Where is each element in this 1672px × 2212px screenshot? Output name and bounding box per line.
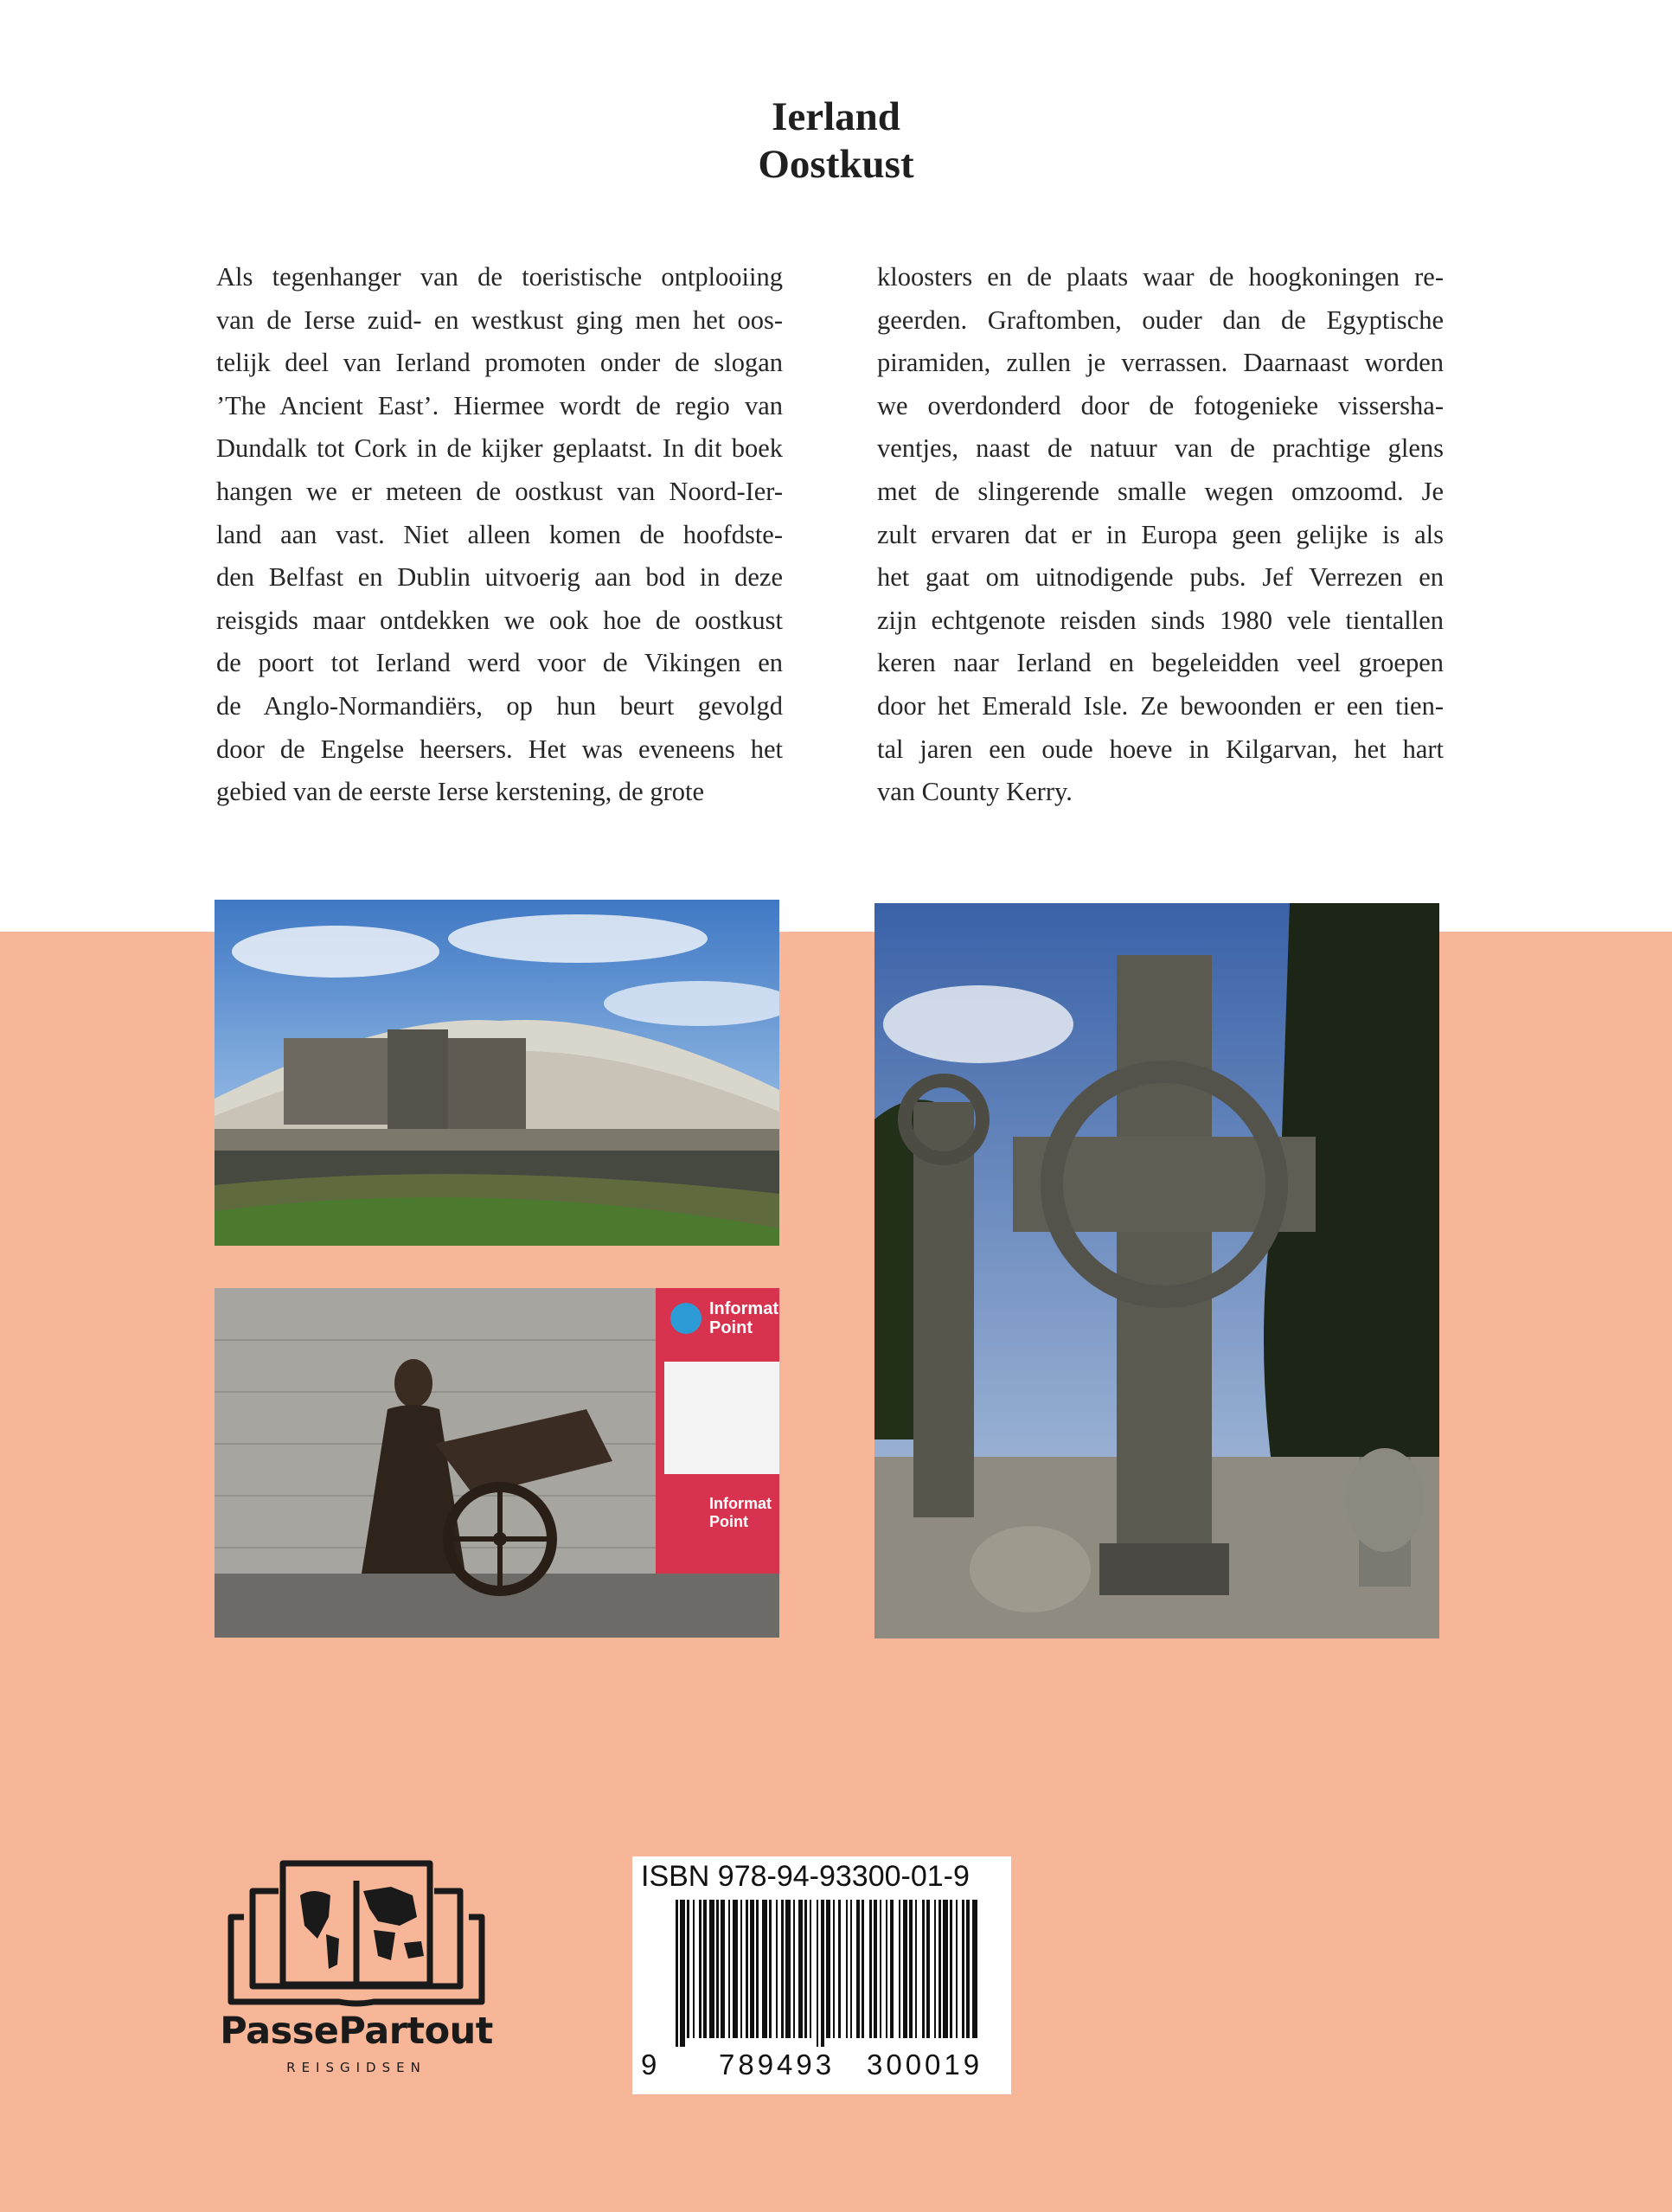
barcode-bar	[966, 1900, 970, 2038]
barcode-bar	[890, 1900, 894, 2038]
barcode-bar	[903, 1900, 907, 2038]
barcode-bar	[934, 1900, 936, 2038]
barcode-bar	[781, 1900, 784, 2038]
barcode-bar	[804, 1900, 807, 2038]
blurb-line: keren naar Ierland en begeleidden veel groepen	[877, 648, 1444, 678]
blurb-line: kloosters en de plaats waar de hoogkoningen re-	[877, 262, 1444, 292]
barcode-bar	[756, 1900, 759, 2038]
barcode-bar	[728, 1900, 730, 2038]
blurb-line: land aan vast. Niet alleen komen de hoofdste-	[216, 519, 783, 549]
barcode-bar	[943, 1900, 948, 2038]
title-line-2: Oostkust	[758, 142, 914, 187]
blurb-line: hangen we er meteen de oostkust van Noord-Ier-	[216, 476, 783, 506]
blurb-line: gebied van de eerste Ierse kerstening, de grote	[216, 777, 704, 807]
barcode-bar	[838, 1900, 841, 2038]
blurb-line: ’The Ancient East’. Hiermee wordt de regio van	[216, 390, 783, 420]
barcode-bar	[733, 1900, 738, 2038]
barcode-bar	[962, 1900, 964, 2038]
blurb-left-column	[216, 256, 783, 814]
photo-high-cross	[874, 903, 1439, 1638]
isbn-barcode-box	[632, 1856, 1011, 2094]
barcode-bar	[915, 1900, 917, 2038]
blurb-line: geerden. Graftomben, ouder dan de Egyptische	[877, 305, 1444, 335]
barcode-bar	[703, 1900, 707, 2038]
barcode	[676, 1900, 983, 2047]
barcode-bar	[762, 1900, 767, 2038]
barcode-bar	[810, 1900, 811, 2038]
barcode-digit-first: 9	[641, 2049, 657, 2081]
barcode-bar	[776, 1900, 778, 2038]
barcode-bar	[972, 1900, 977, 2038]
barcode-bar	[950, 1900, 952, 2038]
sign-text-4: Point	[709, 1513, 748, 1530]
barcode-bar	[869, 1900, 872, 2038]
isbn-label: ISBN 978-94-93300-01-9	[641, 1860, 970, 1893]
barcode-bar	[956, 1900, 958, 2038]
publisher-name: PassePartout	[220, 2010, 493, 2053]
blurb-line: de Anglo-Normandiërs, op hun beurt gevolgd	[216, 690, 783, 721]
barcode-bar	[709, 1900, 714, 2038]
barcode-bar	[817, 1900, 818, 2047]
barcode-bar	[926, 1900, 930, 2038]
sign-text-1: Informat	[709, 1299, 778, 1318]
barcode-bar	[874, 1900, 877, 2038]
blurb-line: door het Emerald Isle. Ze bewoonden er een tien-	[877, 690, 1444, 721]
barcode-bar	[793, 1900, 795, 2038]
blurb-line: we overdonderd door de fotogenieke vissersha-	[877, 390, 1444, 420]
barcode-bar	[886, 1900, 887, 2038]
blurb-line: van de Ierse zuid- en westkust ging men het oos-	[216, 305, 783, 335]
blurb-line: piramiden, zullen je verrassen. Daarnaast worden	[877, 348, 1444, 378]
barcode-bar	[746, 1900, 748, 2038]
blurb-line: reisgids maar ontdekken we ook hoe de oostkust	[216, 605, 783, 635]
barcode-bar	[862, 1900, 864, 2038]
barcode-bar	[833, 1900, 835, 2038]
barcode-bar	[856, 1900, 860, 2038]
publisher-logo	[201, 1856, 512, 2090]
photo-statue-cart	[215, 1288, 779, 1638]
barcode-bar	[909, 1900, 913, 2038]
barcode-bar	[687, 1900, 689, 2038]
blurb-line: het gaat om uitnodigende pubs. Jef Verrezen en	[877, 562, 1444, 593]
barcode-bar	[899, 1900, 900, 2038]
barcode-bar	[826, 1900, 830, 2038]
barcode-digits-group-2: 300019	[867, 2049, 983, 2081]
title-line-1: Ierland	[772, 94, 900, 139]
barcode-bar	[821, 1900, 824, 2047]
book-title	[0, 93, 1672, 189]
barcode-bar	[785, 1900, 791, 2038]
barcode-bar	[676, 1900, 678, 2047]
blurb-line: ventjes, naast de natuur van de prachtige glens	[877, 433, 1444, 464]
barcode-bar	[699, 1900, 701, 2038]
blurb-right-column	[877, 256, 1444, 814]
barcode-bar	[846, 1900, 848, 2038]
barcode-bar	[716, 1900, 719, 2038]
blurb-line: van County Kerry.	[877, 777, 1073, 807]
blurb-line: zijn echtgenote reisden sinds 1980 vele tientallen	[877, 605, 1444, 635]
barcode-bar	[922, 1900, 925, 2038]
sign-text-2: Point	[709, 1318, 753, 1337]
barcode-digits-group-1: 789493	[719, 2049, 836, 2081]
barcode-bar	[750, 1900, 754, 2038]
barcode-bar	[798, 1900, 803, 2038]
photo-passage-tomb	[215, 900, 779, 1246]
blurb-line: zult ervaren dat er in Europa geen gelijke is als	[877, 519, 1444, 549]
barcode-bar	[693, 1900, 695, 2038]
barcode-bar	[850, 1900, 852, 2038]
blurb-line: tal jaren een oude hoeve in Kilgarvan, het hart	[877, 734, 1444, 764]
barcode-bar	[740, 1900, 742, 2038]
barcode-bar	[680, 1900, 685, 2047]
barcode-bar	[938, 1900, 941, 2038]
blurb-line: den Belfast en Dublin uitvoerig aan bod in deze	[216, 562, 783, 593]
barcode-bar	[721, 1900, 725, 2038]
barcode-bar	[880, 1900, 881, 2038]
blurb-line: met de slingerende smalle wegen omzoomd. Je	[877, 476, 1444, 506]
blurb-line: Dundalk tot Cork in de kijker geplaatst. In dit boek	[216, 433, 783, 464]
barcode-bar	[769, 1900, 772, 2038]
blurb-line: telijk deel van Ierland promoten onder de slogan	[216, 348, 783, 378]
sign-text-3: Informat	[709, 1495, 772, 1512]
blurb-line: door de Engelse heersers. Het was eveneens het	[216, 734, 783, 764]
publisher-tagline: REISGIDSEN	[286, 2060, 426, 2075]
blurb-line: Als tegenhanger van de toeristische ontplooiing	[216, 262, 783, 292]
blurb-line: de poort tot Ierland werd voor de Vikingen en	[216, 648, 783, 678]
